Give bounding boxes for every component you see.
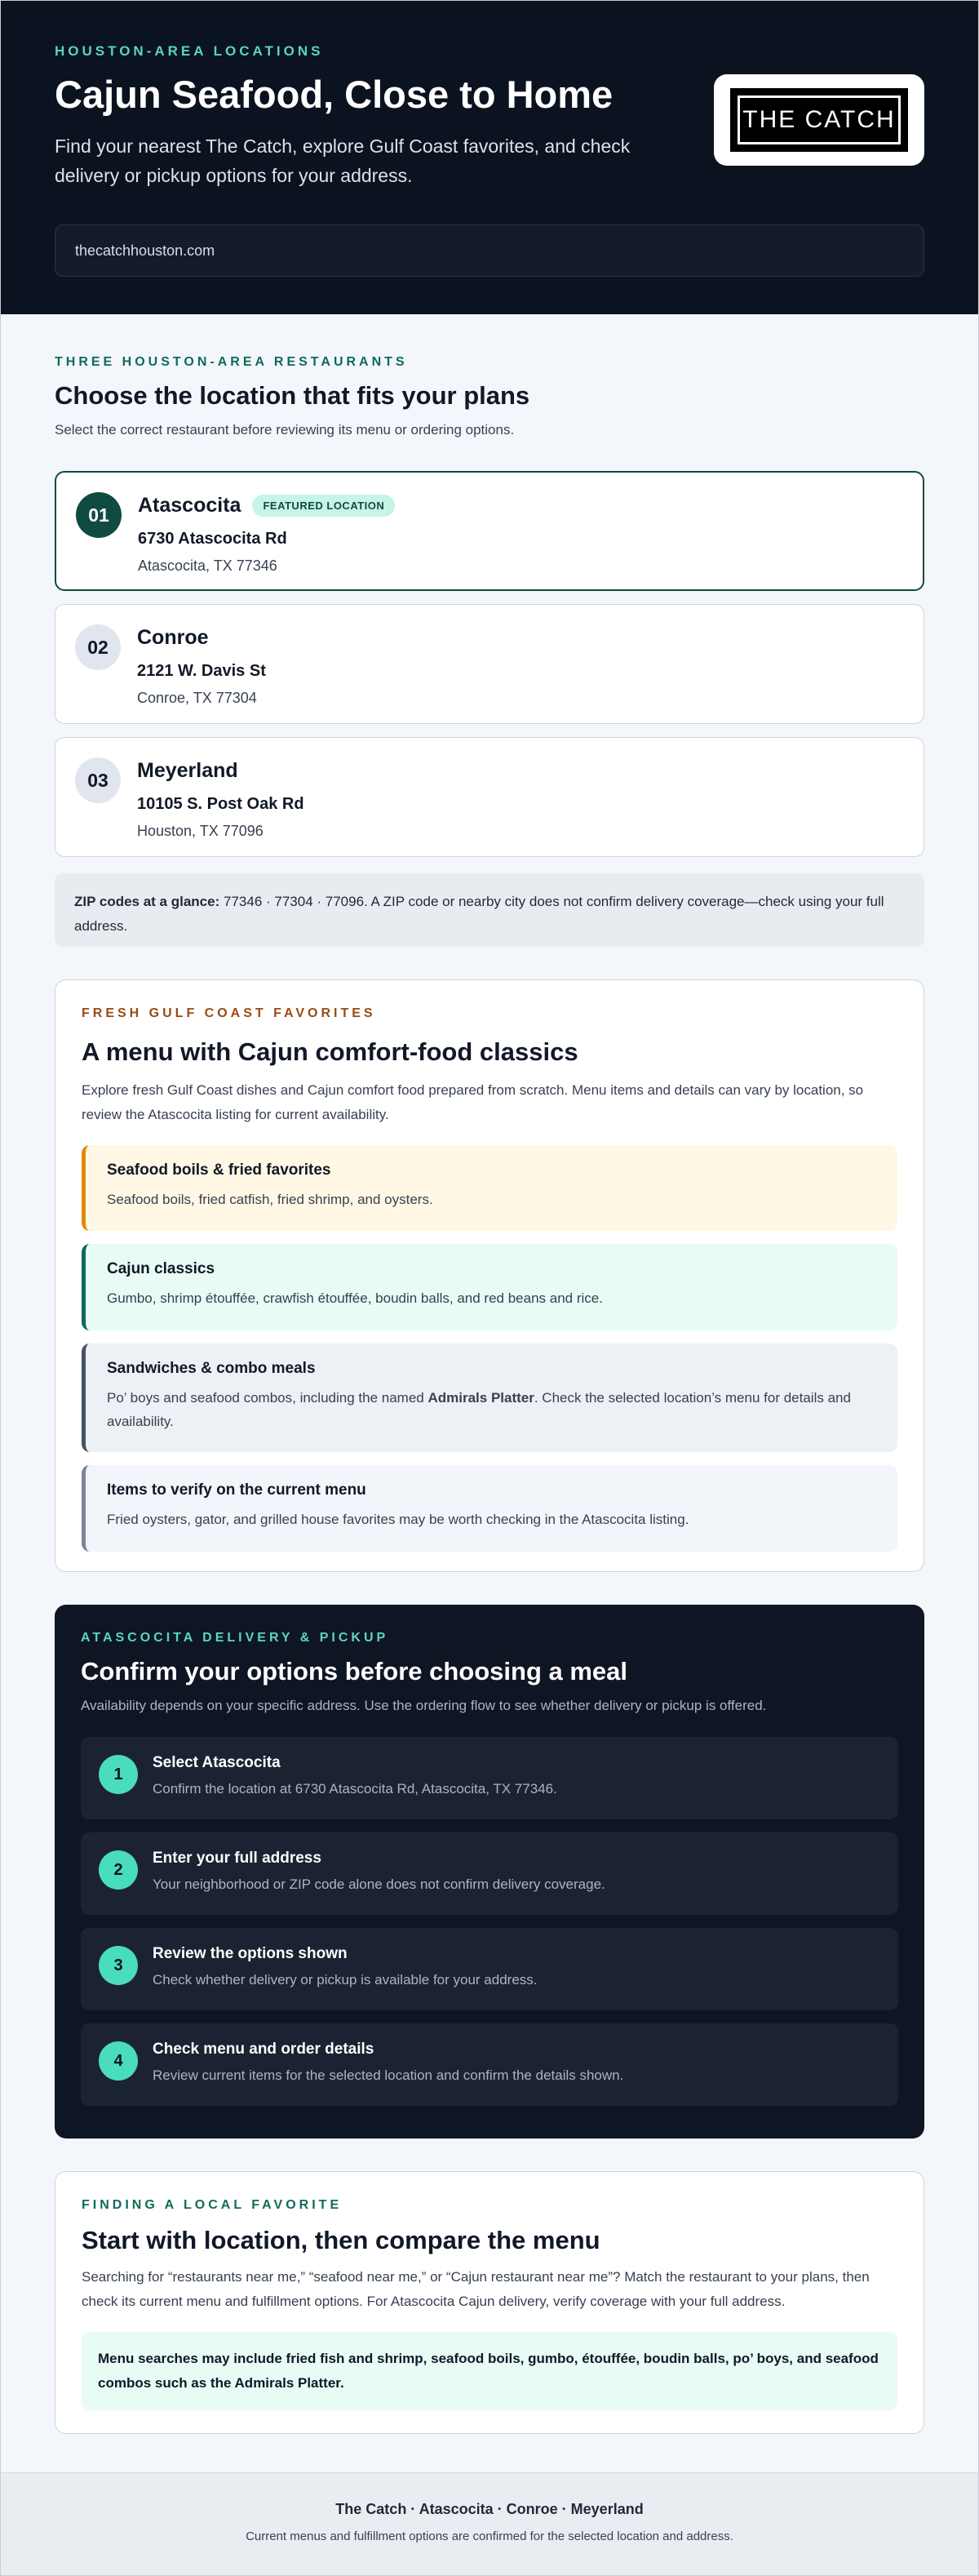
location-street: 6730 Atascocita Rd [138,530,287,548]
location-card-atascocita[interactable] [55,471,924,591]
step-text: Review current items for the selected location and confirm the details shown. [153,2067,624,2083]
brand-logo[interactable] [714,74,924,166]
page-title: Cajun Seafood, Close to Home [55,73,614,116]
hero-lede: Find your nearest The Catch, explore Gulf Coast favorites, and check delivery or pickup options for your address. [55,135,631,187]
logo-frame [730,88,908,152]
location-street: 10105 S. Post Oak Rd [137,795,304,813]
hero-eyebrow: HOUSTON-AREA LOCATIONS [55,43,324,59]
zip-codes-note [55,873,924,947]
menu-category-text: Gumbo, shrimp étouffée, crawfish étouffée, boudin balls, and red beans and rice. [107,1290,603,1306]
menu-category-text: Seafood boils, fried catfish, fried shrimp, and oysters. [107,1192,433,1207]
local-eyebrow: FINDING A LOCAL FAVORITE [82,2198,343,2212]
step-number: 1 [99,1755,138,1794]
main-content [1,314,978,2434]
step-title: Review the options shown [153,1945,348,1962]
menu-category-title: Items to verify on the current menu [107,1481,366,1499]
step-text: Your neighborhood or ZIP code alone does not confirm delivery coverage. [153,1876,605,1892]
location-number: 01 [76,492,122,538]
ordering-description: Availability depends on your specific address. Use the ordering flow to see whether delivery or pickup is offered. [81,1698,767,1713]
location-card-conroe[interactable] [55,604,924,724]
location-city: Houston, TX 77096 [137,823,264,839]
step-title: Enter your full address [153,1850,321,1867]
menu-category-title: Seafood boils & fried favorites [107,1161,331,1179]
site-url-link[interactable]: thecatchhouston.com [55,224,924,277]
menu-section [55,979,924,1572]
location-number: 02 [75,624,121,670]
location-street: 2121 W. Davis St [137,662,266,680]
step-number: 4 [99,2041,138,2081]
locations-subtitle: Select the correct restaurant before reviewing its menu or ordering options. [55,422,515,437]
step-number: 2 [99,1850,138,1890]
menu-category-seafood-boils [82,1145,897,1231]
ordering-title: Confirm your options before choosing a meal [81,1657,628,1686]
zip-text: 77346 · 77304 · 77096. A ZIP code or nearby city does not confirm delivery coverage—check using your full address. [74,894,884,934]
footer-subtitle: Current menus and fulfillment options are confirmed for the selected location and address. [246,2529,733,2543]
location-card-meyerland[interactable] [55,737,924,857]
menu-eyebrow: FRESH GULF COAST FAVORITES [82,1006,376,1020]
local-favorite-section [55,2171,924,2434]
location-name: Conroe [137,626,209,649]
ordering-section [55,1605,924,2139]
menu-search-callout: Menu searches may include fried fish and shrimp, seafood boils, gumbo, étouffée, boudin balls, po’ boys, and seafood combos such as the Admirals Platter. [82,2332,897,2410]
step-number: 3 [99,1946,138,1985]
step-title: Check menu and order details [153,2041,374,2058]
ordering-eyebrow: ATASCOCITA DELIVERY & PICKUP [81,1631,389,1645]
menu-title: A menu with Cajun comfort-food classics [82,1037,578,1066]
zip-label: ZIP codes at a glance: [74,894,220,909]
logo-text: THE CATCH [742,106,896,133]
featured-badge: FEATURED LOCATION [252,495,395,517]
ordering-step-4 [81,2023,898,2106]
menu-category-text [107,1386,876,1433]
location-name: Meyerland [137,759,238,782]
location-city: Conroe, TX 77304 [137,690,257,706]
menu-text-part: Po’ boys and seafood combos, including the named [107,1390,428,1406]
locations-title: Choose the location that fits your plans [55,381,530,410]
menu-description: Explore fresh Gulf Coast dishes and Cajun comfort food prepared from scratch. Menu items and details can vary by location, so review the Atascocita listing for current availability. [82,1082,864,1122]
ordering-step-1 [81,1737,898,1819]
menu-category-title: Sandwiches & combo meals [107,1360,316,1377]
local-title: Start with location, then compare the menu [82,2226,600,2254]
ordering-step-3 [81,1928,898,2010]
footer-title: The Catch · Atascocita · Conroe · Meyerland [335,2501,644,2517]
menu-category-title: Cajun classics [107,1260,215,1277]
menu-category-cajun-classics [82,1244,897,1330]
menu-text-part: . Check the selected location’s menu for details and availability. [107,1390,851,1429]
locations-eyebrow: THREE HOUSTON-AREA RESTAURANTS [55,355,408,369]
step-text: Confirm the location at 6730 Atascocita Rd, Atascocita, TX 77346. [153,1781,557,1797]
menu-category-text: Fried oysters, gator, and grilled house favorites may be worth checking in the Atascocita listing. [107,1512,689,1527]
menu-category-sandwiches [82,1344,897,1452]
local-description: Searching for “restaurants near me,” “seafood near me,” or “Cajun restaurant near me”? Match the restaurant to your plans, then check its current menu and fulfillment options. For Atascocita Cajun delivery, verify coverage with your full address. [82,2269,870,2309]
location-name: Atascocita [138,494,241,517]
locations-section [55,314,924,947]
ordering-step-2 [81,1832,898,1915]
step-title: Select Atascocita [153,1754,281,1771]
location-city: Atascocita, TX 77346 [138,557,277,574]
hero-header [1,1,978,314]
admirals-platter-label: Admirals Platter [427,1390,534,1406]
page-footer [1,2472,978,2575]
menu-category-verify-items [82,1465,897,1552]
step-text: Check whether delivery or pickup is available for your address. [153,1972,538,1988]
location-number: 03 [75,757,121,803]
